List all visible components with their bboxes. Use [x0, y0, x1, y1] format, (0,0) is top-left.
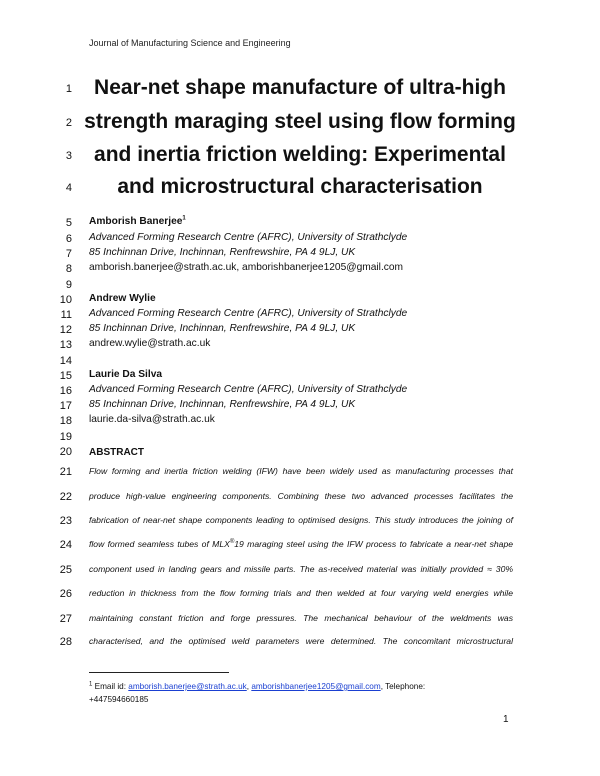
- abstract-line: flow formed seamless tubes of MLX®19 maraging steel using the IFW process to fabricate a near-net shape: [89, 539, 513, 549]
- abstract-line: characterised, and the optimised weld parameters were determined. The concomitant microstructural: [89, 636, 513, 646]
- running-header: Journal of Manufacturing Science and Engineering: [89, 38, 291, 48]
- line-number: 19: [59, 431, 72, 443]
- abstract-line: maintaining constant friction and forge pressures. The mechanical behaviour of the weldments was: [89, 613, 513, 623]
- line-number: 21: [59, 466, 72, 478]
- abstract-line: reduction in thickness from the flow forming trials and then welded at four varying weld energies while: [89, 588, 513, 598]
- footnote-email-link[interactable]: amborish.banerjee@strath.ac.uk: [128, 682, 247, 691]
- author-affiliation: Advanced Forming Research Centre (AFRC), University of Strathclyde: [89, 308, 408, 319]
- author-name: Laurie Da Silva: [89, 369, 163, 380]
- page-number: 1: [503, 714, 509, 725]
- line-number: 17: [59, 400, 72, 412]
- author-name: Andrew Wylie: [89, 293, 156, 304]
- abstract-line: fabrication of near-net shape components leading to optimised designs. This study introduces the joining of: [89, 515, 513, 525]
- line-number: 28: [59, 636, 72, 648]
- line-number: 15: [59, 370, 72, 382]
- line-number: 14: [59, 355, 72, 367]
- line-number: 13: [59, 339, 72, 351]
- line-number: 18: [59, 415, 72, 427]
- author-affiliation: Advanced Forming Research Centre (AFRC), University of Strathclyde: [89, 232, 408, 243]
- line-number: 25: [59, 564, 72, 576]
- line-number: 10: [59, 294, 72, 306]
- line-number: 4: [65, 182, 72, 194]
- line-number: 1: [65, 83, 72, 95]
- line-number: 11: [60, 309, 72, 321]
- line-number: 24: [59, 539, 72, 551]
- line-number: 20: [59, 446, 72, 458]
- line-number: 12: [59, 324, 72, 336]
- line-number: 5: [65, 217, 72, 229]
- title-line-3: and inertia friction welding: Experimental: [94, 143, 506, 166]
- author-affiliation: Advanced Forming Research Centre (AFRC), University of Strathclyde: [89, 384, 408, 395]
- line-number: 7: [65, 248, 72, 260]
- abstract-line: produce high-value engineering components. Combining these two advanced processes facilitates the: [89, 491, 513, 501]
- line-number: 6: [65, 233, 72, 245]
- author-name: Amborish Banerjee$^1$: [89, 215, 186, 227]
- abstract-heading: ABSTRACT: [89, 447, 144, 458]
- author-address: 85 Inchinnan Drive, Inchinnan, Renfrewshire, PA 4 9LJ, UK: [89, 399, 356, 410]
- line-number: 8: [65, 263, 72, 275]
- title-line-2: strength maraging steel using flow forming: [84, 110, 516, 133]
- line-number: 16: [59, 385, 72, 397]
- author-email: laurie.da-silva@strath.ac.uk: [89, 414, 215, 425]
- author-address: 85 Inchinnan Drive, Inchinnan, Renfrewshire, PA 4 9LJ, UK: [89, 247, 356, 258]
- line-number: 9: [65, 279, 72, 291]
- footnote: $^1$ Email id: amborish.banerjee@strath.ac.uk, amborishbanerjee1205@gmail.com, Telephone:: [89, 681, 426, 691]
- author-email: andrew.wylie@strath.ac.uk: [89, 338, 211, 349]
- line-number: 3: [65, 150, 72, 162]
- author-footnote-mark: 1: [182, 215, 186, 222]
- line-number: 27: [59, 613, 72, 625]
- line-number: 22: [59, 491, 72, 503]
- title-line-4: and microstructural characterisation: [117, 175, 483, 198]
- line-number: 2: [65, 117, 72, 129]
- title-line-1: Near-net shape manufacture of ultra-high: [94, 76, 506, 99]
- author-address: 85 Inchinnan Drive, Inchinnan, Renfrewshire, PA 4 9LJ, UK: [89, 323, 356, 334]
- abstract-line: component used in landing gears and missile parts. The as-received material was initially provided ≈ 30%: [89, 564, 513, 574]
- footnote-divider: [89, 672, 229, 673]
- abstract-line: Flow forming and inertia friction welding (IFW) have been widely used as manufacturing processes that: [89, 466, 513, 476]
- footnote-email-link[interactable]: amborishbanerjee1205@gmail.com: [251, 682, 381, 691]
- line-number: 23: [59, 515, 72, 527]
- author-email: amborish.banerjee@strath.ac.uk, amborishbanerjee1205@gmail.com: [89, 262, 404, 273]
- line-number: 26: [59, 588, 72, 600]
- footnote-phone: +447594660185: [89, 695, 149, 704]
- registered-mark: ®: [229, 539, 235, 546]
